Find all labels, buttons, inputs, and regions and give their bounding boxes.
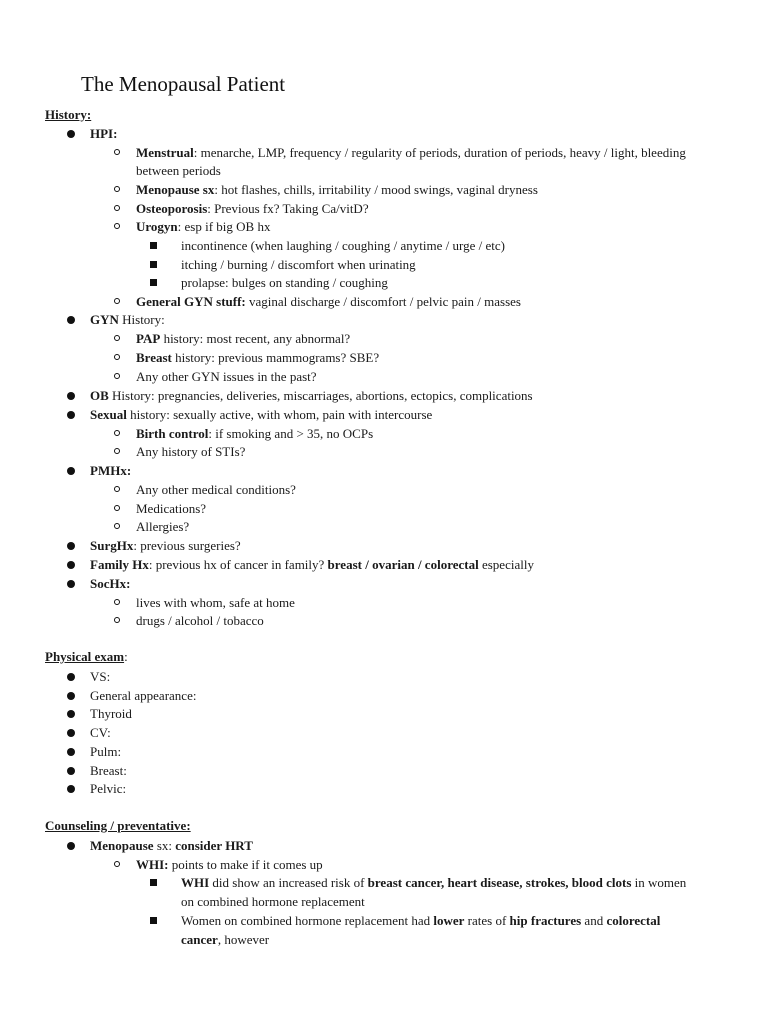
bullet-icon xyxy=(67,842,75,850)
whi-benefit-item-cont: cancer, however xyxy=(181,932,270,947)
circle-bullet-icon xyxy=(114,149,120,155)
physical-exam-item: Breast: xyxy=(90,763,127,778)
bullet-icon xyxy=(67,710,75,718)
square-bullet-icon xyxy=(150,261,157,268)
bullet-icon xyxy=(67,748,75,756)
physical-exam-item: General appearance: xyxy=(90,688,197,703)
whi-benefit-item: Women on combined hormone replacement had lower rates of hip fractures and colorectal xyxy=(181,913,661,928)
physical-exam-item: Thyroid xyxy=(90,706,132,721)
square-bullet-icon xyxy=(150,879,157,886)
sochx-sub-item: lives with whom, safe at home xyxy=(136,595,295,610)
sochx-sub-item: drugs / alcohol / tobacco xyxy=(136,613,264,628)
menopause-counsel-item: Menopause sx: consider HRT xyxy=(90,838,253,853)
sochx-item: SocHx: xyxy=(90,576,131,591)
hpi-item: HPI: xyxy=(90,126,118,141)
pmhx-item: PMHx: xyxy=(90,463,132,478)
circle-bullet-icon xyxy=(114,617,120,623)
physical-exam-item: Pulm: xyxy=(90,744,122,759)
bullet-icon xyxy=(67,392,75,400)
physical-exam-heading: Physical exam: xyxy=(45,649,128,664)
bullet-icon xyxy=(67,411,75,419)
gyn-item: GYN History: xyxy=(90,312,165,327)
history-heading: History: xyxy=(45,107,92,122)
urogyn-sub-item: prolapse: bulges on standing / coughing xyxy=(181,275,388,290)
bullet-icon xyxy=(67,673,75,681)
urogyn-sub-item: incontinence (when laughing / coughing / anytime / urge / etc) xyxy=(181,238,505,253)
circle-bullet-icon xyxy=(114,223,120,229)
circle-bullet-icon xyxy=(114,486,120,492)
osteoporosis-item: Osteoporosis: Previous fx? Taking Ca/vitD? xyxy=(136,201,369,216)
general-gyn-item: General GYN stuff: vaginal discharge / discomfort / pelvic pain / masses xyxy=(136,294,521,309)
sti-item: Any history of STIs? xyxy=(136,444,246,459)
bullet-icon xyxy=(67,561,75,569)
pmhx-sub-item: Allergies? xyxy=(136,519,190,534)
square-bullet-icon xyxy=(150,917,157,924)
urogyn-item: Urogyn: esp if big OB hx xyxy=(136,219,271,234)
whi-risk-item: WHI did show an increased risk of breast cancer, heart disease, strokes, blood clots in women xyxy=(181,875,687,890)
circle-bullet-icon xyxy=(114,205,120,211)
square-bullet-icon xyxy=(150,242,157,249)
pmhx-sub-item: Medications? xyxy=(136,501,207,516)
menopause-sx-item: Menopause sx: hot flashes, chills, irritability / mood swings, vaginal dryness xyxy=(136,182,538,197)
circle-bullet-icon xyxy=(114,373,120,379)
page-title: The Menopausal Patient xyxy=(81,72,286,96)
sexual-item: Sexual history: sexually active, with whom, pain with intercourse xyxy=(90,407,433,422)
bullet-icon xyxy=(67,467,75,475)
physical-exam-item: VS: xyxy=(90,669,111,684)
physical-exam-item: CV: xyxy=(90,725,111,740)
family-hx-item: Family Hx: previous hx of cancer in family? breast / ovarian / colorectal especially xyxy=(90,557,534,572)
urogyn-sub-item: itching / burning / discomfort when urinating xyxy=(181,257,416,272)
circle-bullet-icon xyxy=(114,448,120,454)
bullet-icon xyxy=(67,785,75,793)
circle-bullet-icon xyxy=(114,523,120,529)
circle-bullet-icon xyxy=(114,298,120,304)
whi-risk-item-cont: on combined hormone replacement xyxy=(181,894,365,909)
circle-bullet-icon xyxy=(114,599,120,605)
menstrual-item: Menstrual: menarche, LMP, frequency / regularity of periods, duration of periods, heavy / light, bleeding xyxy=(136,145,686,160)
menstrual-item-cont: between periods xyxy=(136,163,221,178)
bullet-icon xyxy=(67,580,75,588)
circle-bullet-icon xyxy=(114,354,120,360)
surghx-item: SurgHx: previous surgeries? xyxy=(90,538,241,553)
bullet-icon xyxy=(67,729,75,737)
bullet-icon xyxy=(67,316,75,324)
circle-bullet-icon xyxy=(114,505,120,511)
physical-exam-item: Pelvic: xyxy=(90,781,127,796)
bullet-icon xyxy=(67,767,75,775)
whi-item: WHI: points to make if it comes up xyxy=(136,857,323,872)
bullet-icon xyxy=(67,542,75,550)
counseling-heading: Counseling / preventative: xyxy=(45,818,191,833)
circle-bullet-icon xyxy=(114,335,120,341)
breast-history-item: Breast history: previous mammograms? SBE? xyxy=(136,350,380,365)
circle-bullet-icon xyxy=(114,430,120,436)
pap-item: PAP history: most recent, any abnormal? xyxy=(136,331,351,346)
square-bullet-icon xyxy=(150,279,157,286)
birth-control-item: Birth control: if smoking and > 35, no OCPs xyxy=(136,426,374,441)
ob-item: OB History: pregnancies, deliveries, miscarriages, abortions, ectopics, complications xyxy=(90,388,533,403)
bullet-icon xyxy=(67,130,75,138)
bullet-icon xyxy=(67,692,75,700)
circle-bullet-icon xyxy=(114,861,120,867)
gyn-other-item: Any other GYN issues in the past? xyxy=(136,369,317,384)
pmhx-sub-item: Any other medical conditions? xyxy=(136,482,296,497)
circle-bullet-icon xyxy=(114,186,120,192)
